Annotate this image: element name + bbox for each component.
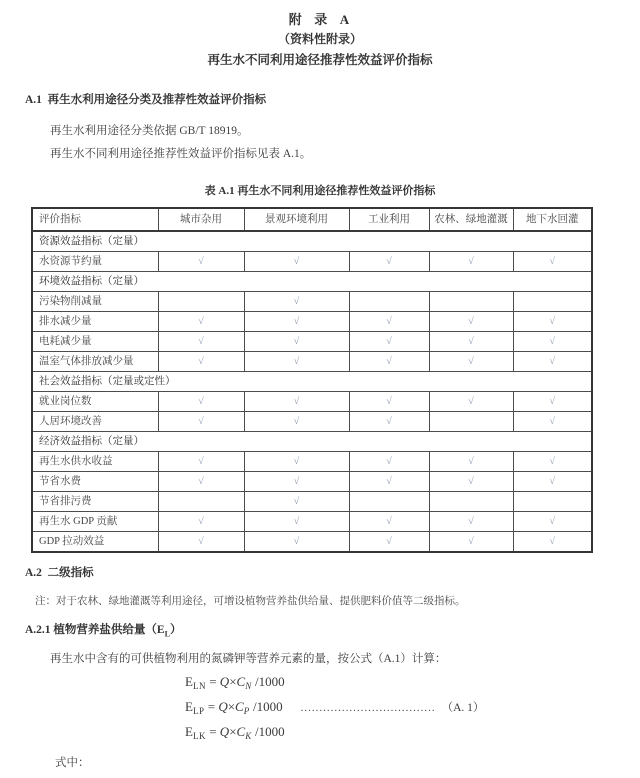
formula-lhs-subscript: LN bbox=[192, 681, 206, 691]
column-header-indicator: 评价指标 bbox=[32, 208, 158, 231]
row-label: 节省水费 bbox=[32, 472, 158, 492]
column-header-urban-misc: 城市杂用 bbox=[158, 208, 244, 231]
multiply-sign: × bbox=[229, 674, 237, 689]
table-row bbox=[32, 452, 592, 472]
check-mark: √ bbox=[244, 332, 349, 352]
section-label: 经济效益指标（定量） bbox=[32, 432, 592, 452]
dot-leader: .................................... bbox=[300, 702, 436, 714]
row-label: 水资源节约量 bbox=[32, 252, 158, 272]
empty-cell bbox=[349, 292, 429, 312]
check-mark: √ bbox=[513, 452, 592, 472]
multiply-sign: × bbox=[229, 724, 237, 739]
check-mark: √ bbox=[158, 452, 244, 472]
equals-sign: = bbox=[205, 724, 220, 739]
appendix-note: （资料性附录） bbox=[277, 32, 362, 46]
formula-line-nitrogen bbox=[185, 674, 605, 699]
formula-lhs-subscript: LP bbox=[192, 706, 205, 716]
equation-number: （A. 1） bbox=[441, 702, 485, 714]
a21-heading-subscript: L bbox=[164, 629, 170, 639]
table-row bbox=[32, 492, 592, 512]
variable-q: Q bbox=[219, 674, 230, 689]
check-mark: √ bbox=[429, 512, 513, 532]
table-row bbox=[32, 352, 592, 372]
check-mark: √ bbox=[244, 492, 349, 512]
check-mark: √ bbox=[429, 332, 513, 352]
formula-where-label: 式中： bbox=[55, 757, 90, 769]
doc-title: 再生水不同利用途径推荐性效益评价指标 bbox=[207, 53, 433, 67]
variable-q: Q bbox=[219, 724, 230, 739]
check-mark: √ bbox=[349, 352, 429, 372]
check-mark: √ bbox=[349, 412, 429, 432]
empty-cell bbox=[513, 292, 592, 312]
table-row bbox=[32, 412, 592, 432]
formula-a1-block bbox=[185, 674, 605, 749]
formula-lhs: E bbox=[185, 674, 193, 689]
formula-lhs-subscript: LK bbox=[192, 731, 206, 741]
column-header-agri-irrigation: 农林、绿地灌溉 bbox=[429, 208, 513, 231]
check-mark: √ bbox=[349, 332, 429, 352]
check-mark: √ bbox=[158, 252, 244, 272]
multiply-sign: × bbox=[227, 699, 236, 714]
check-mark: √ bbox=[158, 352, 244, 372]
variable-c-subscript: P bbox=[243, 706, 250, 716]
row-label: 排水减少量 bbox=[32, 312, 158, 332]
variable-c-subscript: N bbox=[245, 681, 252, 691]
table-row bbox=[32, 292, 592, 312]
check-mark: √ bbox=[244, 312, 349, 332]
row-label: 再生水 GDP 贡献 bbox=[32, 512, 158, 532]
empty-cell bbox=[429, 412, 513, 432]
check-mark: √ bbox=[349, 452, 429, 472]
row-label: 再生水供水收益 bbox=[32, 452, 158, 472]
variable-q: Q bbox=[218, 699, 228, 714]
check-mark: √ bbox=[158, 332, 244, 352]
check-mark: √ bbox=[429, 532, 513, 553]
table-row bbox=[32, 512, 592, 532]
check-mark: √ bbox=[349, 392, 429, 412]
empty-cell bbox=[513, 492, 592, 512]
indicator-table-body bbox=[32, 231, 592, 552]
table-caption: 表 A.1 再生水不同利用途径推荐性效益评价指标 bbox=[204, 185, 436, 197]
empty-cell bbox=[158, 292, 244, 312]
table-row bbox=[32, 392, 592, 412]
check-mark: √ bbox=[429, 452, 513, 472]
formula-line-potassium bbox=[185, 724, 605, 749]
variable-c-subscript: K bbox=[245, 731, 252, 741]
section-label: 环境效益指标（定量） bbox=[32, 272, 592, 292]
section-label: 社会效益指标（定量或定性） bbox=[32, 372, 592, 392]
check-mark: √ bbox=[244, 472, 349, 492]
check-mark: √ bbox=[429, 472, 513, 492]
section-a1-heading: A.1 再生水利用途径分类及推荐性效益评价指标 bbox=[25, 94, 267, 106]
a21-heading-suffix: ） bbox=[169, 624, 182, 636]
formula-tail: /1000 bbox=[251, 674, 285, 689]
equals-sign: = bbox=[204, 699, 219, 714]
check-mark: √ bbox=[158, 412, 244, 432]
check-mark: √ bbox=[244, 392, 349, 412]
formula-lhs: E bbox=[185, 699, 193, 714]
formula-tail: /1000 bbox=[249, 699, 283, 714]
appendix-label: 附 录 A bbox=[288, 12, 352, 27]
check-mark: √ bbox=[349, 472, 429, 492]
empty-cell bbox=[158, 492, 244, 512]
variable-c: C bbox=[235, 699, 244, 714]
section-a21-heading bbox=[25, 621, 181, 638]
row-label: 温室气体排放减少量 bbox=[32, 352, 158, 372]
check-mark: √ bbox=[158, 472, 244, 492]
variable-c: C bbox=[236, 674, 246, 689]
section-a21-paragraph: 再生水中含有的可供植物利用的氮磷钾等营养元素的量，按公式（A.1）计算： bbox=[50, 653, 447, 665]
empty-cell bbox=[349, 492, 429, 512]
row-label: 电耗减少量 bbox=[32, 332, 158, 352]
check-mark: √ bbox=[429, 352, 513, 372]
column-header-landscape: 景观环境利用 bbox=[244, 208, 349, 231]
row-label: 人居环境改善 bbox=[32, 412, 158, 432]
row-label: 就业岗位数 bbox=[32, 392, 158, 412]
check-mark: √ bbox=[158, 312, 244, 332]
table-row bbox=[32, 532, 592, 553]
table-row bbox=[32, 312, 592, 332]
check-mark: √ bbox=[513, 472, 592, 492]
section-a2-heading: A.2 二级指标 bbox=[25, 567, 94, 579]
row-label: 节省排污费 bbox=[32, 492, 158, 512]
table-section-row bbox=[32, 272, 592, 292]
table-header-row bbox=[32, 208, 592, 231]
check-mark: √ bbox=[349, 252, 429, 272]
section-a2-note: 注：对于农林、绿地灌溉等利用途径，可增设植物营养盐供给量、提供肥料价值等二级指标。 bbox=[35, 596, 466, 607]
check-mark: √ bbox=[244, 292, 349, 312]
check-mark: √ bbox=[429, 252, 513, 272]
variable-c: C bbox=[236, 724, 246, 739]
check-mark: √ bbox=[244, 532, 349, 553]
equals-sign: = bbox=[205, 674, 220, 689]
section-a1-paragraph-2: 再生水不同利用途径推荐性效益评价指标见表 A.1。 bbox=[50, 148, 312, 160]
check-mark: √ bbox=[244, 352, 349, 372]
indicator-table bbox=[31, 207, 593, 553]
check-mark: √ bbox=[244, 512, 349, 532]
section-a1-paragraph-1: 再生水利用途径分类依据 GB/T 18919。 bbox=[50, 125, 249, 137]
check-mark: √ bbox=[513, 352, 592, 372]
check-mark: √ bbox=[244, 412, 349, 432]
check-mark: √ bbox=[158, 392, 244, 412]
check-mark: √ bbox=[158, 532, 244, 553]
table-section-row bbox=[32, 432, 592, 452]
section-label: 资源效益指标（定量） bbox=[32, 231, 592, 252]
check-mark: √ bbox=[158, 512, 244, 532]
check-mark: √ bbox=[513, 332, 592, 352]
table-section-row bbox=[32, 372, 592, 392]
check-mark: √ bbox=[349, 312, 429, 332]
table-row bbox=[32, 332, 592, 352]
formula-line-phosphorus bbox=[185, 699, 605, 724]
empty-cell bbox=[429, 492, 513, 512]
check-mark: √ bbox=[513, 512, 592, 532]
formula-lhs: E bbox=[185, 724, 193, 739]
column-header-groundwater: 地下水回灌 bbox=[513, 208, 592, 231]
check-mark: √ bbox=[513, 312, 592, 332]
check-mark: √ bbox=[244, 452, 349, 472]
table-section-row bbox=[32, 231, 592, 252]
table-row bbox=[32, 252, 592, 272]
empty-cell bbox=[429, 292, 513, 312]
check-mark: √ bbox=[349, 512, 429, 532]
row-label: GDP 拉动效益 bbox=[32, 532, 158, 553]
a21-heading-text: A.2.1 植物营养盐供给量（E bbox=[25, 624, 165, 636]
check-mark: √ bbox=[429, 392, 513, 412]
check-mark: √ bbox=[429, 312, 513, 332]
column-header-industrial: 工业利用 bbox=[349, 208, 429, 231]
check-mark: √ bbox=[244, 252, 349, 272]
table-row bbox=[32, 472, 592, 492]
formula-tail: /1000 bbox=[251, 724, 285, 739]
check-mark: √ bbox=[513, 392, 592, 412]
check-mark: √ bbox=[513, 412, 592, 432]
check-mark: √ bbox=[513, 532, 592, 553]
check-mark: √ bbox=[349, 532, 429, 553]
check-mark: √ bbox=[513, 252, 592, 272]
row-label: 污染物削减量 bbox=[32, 292, 158, 312]
